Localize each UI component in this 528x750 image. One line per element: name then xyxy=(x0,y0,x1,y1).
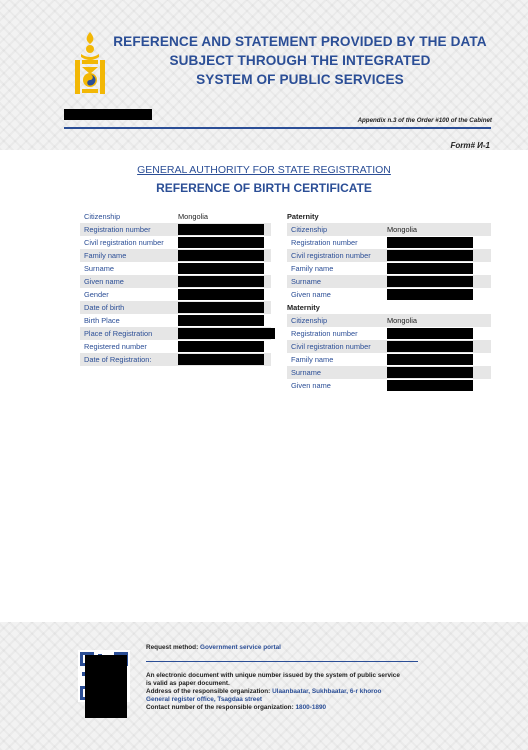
authority-name: GENERAL AUTHORITY FOR STATE REGISTRATION xyxy=(137,164,391,176)
notice-line-2: is valid as paper document. xyxy=(146,680,230,687)
request-method-label: Request method: xyxy=(146,644,199,651)
row-label: Registration number xyxy=(84,225,151,234)
row-label: Civil registration number xyxy=(291,251,371,260)
row-label: Family name xyxy=(84,251,127,260)
detail-row-civil-registration-number xyxy=(80,236,271,249)
detail-row-birth-place xyxy=(80,314,271,327)
detail-row-registered-number xyxy=(80,340,271,353)
row-label: Gender xyxy=(84,290,109,299)
redacted-value xyxy=(387,354,473,365)
row-value: Mongolia xyxy=(178,212,208,221)
redacted-value xyxy=(387,328,473,339)
row-label: Citizenship xyxy=(291,316,328,325)
maternity-row-civil-registration-number xyxy=(287,340,491,353)
redacted-value xyxy=(178,328,275,339)
detail-row-surname xyxy=(80,262,271,275)
title-line-3: SYSTEM OF PUBLIC SERVICES xyxy=(196,72,404,87)
row-label: Birth Place xyxy=(84,316,120,325)
redacted-value xyxy=(387,367,473,378)
paternity-row-family-name xyxy=(287,262,491,275)
redacted-value xyxy=(178,354,264,365)
notice-line-1: An electronic document with unique number issued by the system of public service xyxy=(146,672,400,679)
paternity-row-given-name xyxy=(287,288,491,301)
title-line-2: SUBJECT THROUGH THE INTEGRATED xyxy=(169,53,431,68)
row-label: Given name xyxy=(84,277,124,286)
maternity-row-given-name xyxy=(287,379,491,392)
row-value: Mongolia xyxy=(387,316,417,325)
redacted-value xyxy=(178,224,264,235)
redacted-value xyxy=(387,237,473,248)
appendix-reference: Appendix n.3 of the Order #100 of the Cabinet xyxy=(357,117,492,124)
redacted-value xyxy=(387,380,473,391)
document-title xyxy=(108,32,492,89)
request-method-value: Government service portal xyxy=(199,644,281,651)
row-label: Surname xyxy=(291,368,321,377)
row-label: Registered number xyxy=(84,342,147,351)
row-label: Citizenship xyxy=(291,225,328,234)
maternity-row-registration-number xyxy=(287,327,491,340)
redacted-value xyxy=(387,289,473,300)
address-value: Ulaanbaatar, Sukhbaatar, 6-r khoroo xyxy=(272,688,382,695)
redacted-document-id xyxy=(64,109,152,120)
row-label: Surname xyxy=(291,277,321,286)
redacted-value xyxy=(387,276,473,287)
row-label: Citizenship xyxy=(84,212,121,221)
maternity-row-citizenship xyxy=(287,314,491,327)
contact-value: 1800-1890 xyxy=(295,704,327,711)
row-label: Registration number xyxy=(291,329,358,338)
request-method xyxy=(146,644,281,652)
detail-row-registration-number xyxy=(80,223,271,236)
redacted-value xyxy=(387,250,473,261)
maternity-heading: Maternity xyxy=(287,303,320,312)
row-label: Family name xyxy=(291,264,334,273)
row-label: Family name xyxy=(291,355,334,364)
redacted-value xyxy=(178,250,264,261)
footer-notice xyxy=(146,672,400,712)
redacted-value xyxy=(178,302,264,313)
detail-row-citizenship xyxy=(80,210,271,223)
redacted-value xyxy=(178,289,264,300)
paternity-row-surname xyxy=(287,275,491,288)
redacted-qr-area xyxy=(85,655,127,718)
row-value: Mongolia xyxy=(387,225,417,234)
detail-row-given-name xyxy=(80,275,271,288)
row-label: Civil registration number xyxy=(291,342,371,351)
redacted-value xyxy=(178,263,264,274)
footer-divider xyxy=(146,661,418,662)
redacted-value xyxy=(387,263,473,274)
paternity-heading: Paternity xyxy=(287,212,319,221)
paternity-row-registration-number xyxy=(287,236,491,249)
detail-row-date-of-registration xyxy=(80,353,271,366)
certificate-title: REFERENCE OF BIRTH CERTIFICATE xyxy=(156,181,372,195)
detail-row-date-of-birth xyxy=(80,301,271,314)
header-divider xyxy=(64,127,491,129)
redacted-value xyxy=(178,237,264,248)
redacted-value xyxy=(178,315,264,326)
address-label: Address of the responsible organization: xyxy=(146,688,271,695)
row-label: Given name xyxy=(291,290,331,299)
detail-row-family-name xyxy=(80,249,271,262)
redacted-value xyxy=(387,341,473,352)
row-label: Date of Registration: xyxy=(84,355,152,364)
maternity-row-family-name xyxy=(287,353,491,366)
contact-label: Contact number of the responsible organization: xyxy=(146,704,294,711)
row-label: Registration number xyxy=(291,238,358,247)
paternity-row-civil-registration-number xyxy=(287,249,491,262)
title-line-1: REFERENCE AND STATEMENT PROVIDED BY THE DATA xyxy=(113,34,487,49)
row-label: Date of birth xyxy=(84,303,125,312)
row-label: Given name xyxy=(291,381,331,390)
maternity-row-surname xyxy=(287,366,491,379)
address-line-2: General register office, Tsagdaa street xyxy=(146,696,263,703)
redacted-value xyxy=(178,341,264,352)
form-number: Form# И-1 xyxy=(450,141,490,150)
paternity-row-citizenship xyxy=(287,223,491,236)
row-label: Civil registration number xyxy=(84,238,164,247)
row-label: Surname xyxy=(84,264,114,273)
detail-row-place-of-registration xyxy=(80,327,271,340)
redacted-value xyxy=(178,276,264,287)
soyombo-emblem-icon xyxy=(72,30,108,96)
row-label: Place of Registration xyxy=(84,329,153,338)
detail-row-gender xyxy=(80,288,271,301)
